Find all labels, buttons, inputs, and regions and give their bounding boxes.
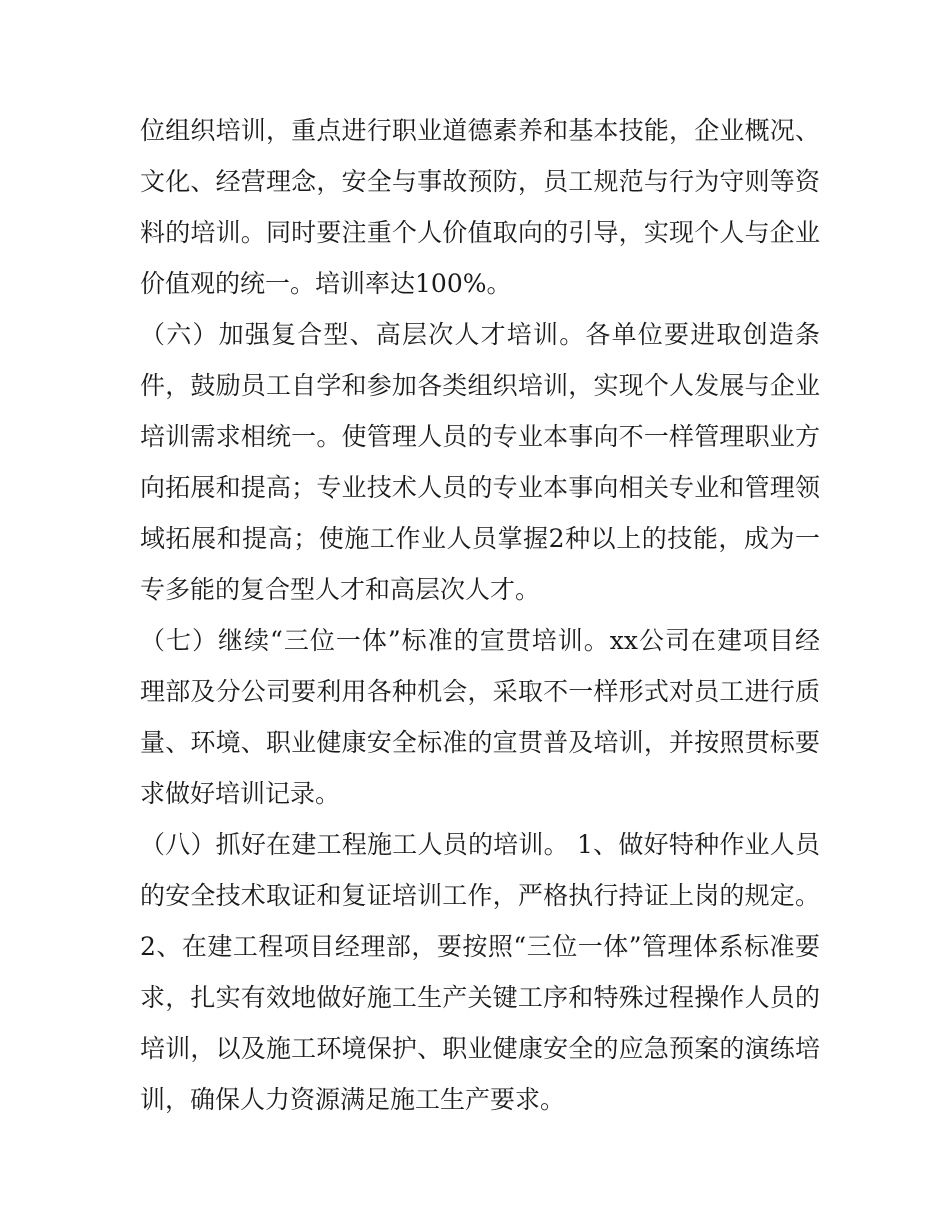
text-line: 求做好培训记录。 — [140, 779, 341, 808]
text-line: 件，鼓励员工自学和参加各类组织培训，实现个人发展与企业 — [140, 371, 820, 400]
text-line: （七）继续“三位一体”标准的宣贯培训。xx公司在建项目经 — [140, 626, 820, 655]
text-line: 训，确保人力资源满足施工生产要求。 — [140, 1085, 566, 1114]
text-line: 培训需求相统一。使管理人员的专业本事向不一样管理职业方 — [140, 422, 820, 451]
text-line: 的安全技术取证和复证培训工作，严格执行持证上岗的规定。 — [140, 881, 820, 910]
body-text — [140, 105, 820, 1125]
text-line: 向拓展和提高；专业技术人员的专业本事向相关专业和管理领 — [140, 473, 820, 502]
text-line: 量、环境、职业健康安全标准的宣贯普及培训，并按照贯标要 — [140, 728, 820, 757]
text-line: 文化、经营理念，安全与事故预防，员工规范与行为守则等资 — [140, 167, 820, 196]
text-line: 域拓展和提高；使施工作业人员掌握2种以上的技能，成为一 — [140, 524, 820, 553]
text-line: 求，扎实有效地做好施工生产关键工序和特殊过程操作人员的 — [140, 983, 820, 1012]
text-line: （八）抓好在建工程施工人员的培训。 1、做好特种作业人员 — [140, 830, 820, 859]
text-line: 位组织培训，重点进行职业道德素养和基本技能，企业概况、 — [140, 116, 820, 145]
text-line: 培训，以及施工环境保护、职业健康安全的应急预案的演练培 — [140, 1034, 820, 1063]
text-line: 专多能的复合型人才和高层次人才。 — [140, 575, 541, 604]
text-line: 价值观的统一。培训率达100%。 — [140, 269, 512, 298]
text-line: （六）加强复合型、高层次人才培训。各单位要进取创造条 — [140, 320, 820, 349]
text-line: 理部及分公司要利用各种机会，采取不一样形式对员工进行质 — [140, 677, 820, 706]
text-line: 料的培训。同时要注重个人价值取向的引导，实现个人与企业 — [140, 218, 820, 247]
text-line: 2、在建工程项目经理部，要按照“三位一体”管理体系标准要 — [140, 932, 820, 961]
